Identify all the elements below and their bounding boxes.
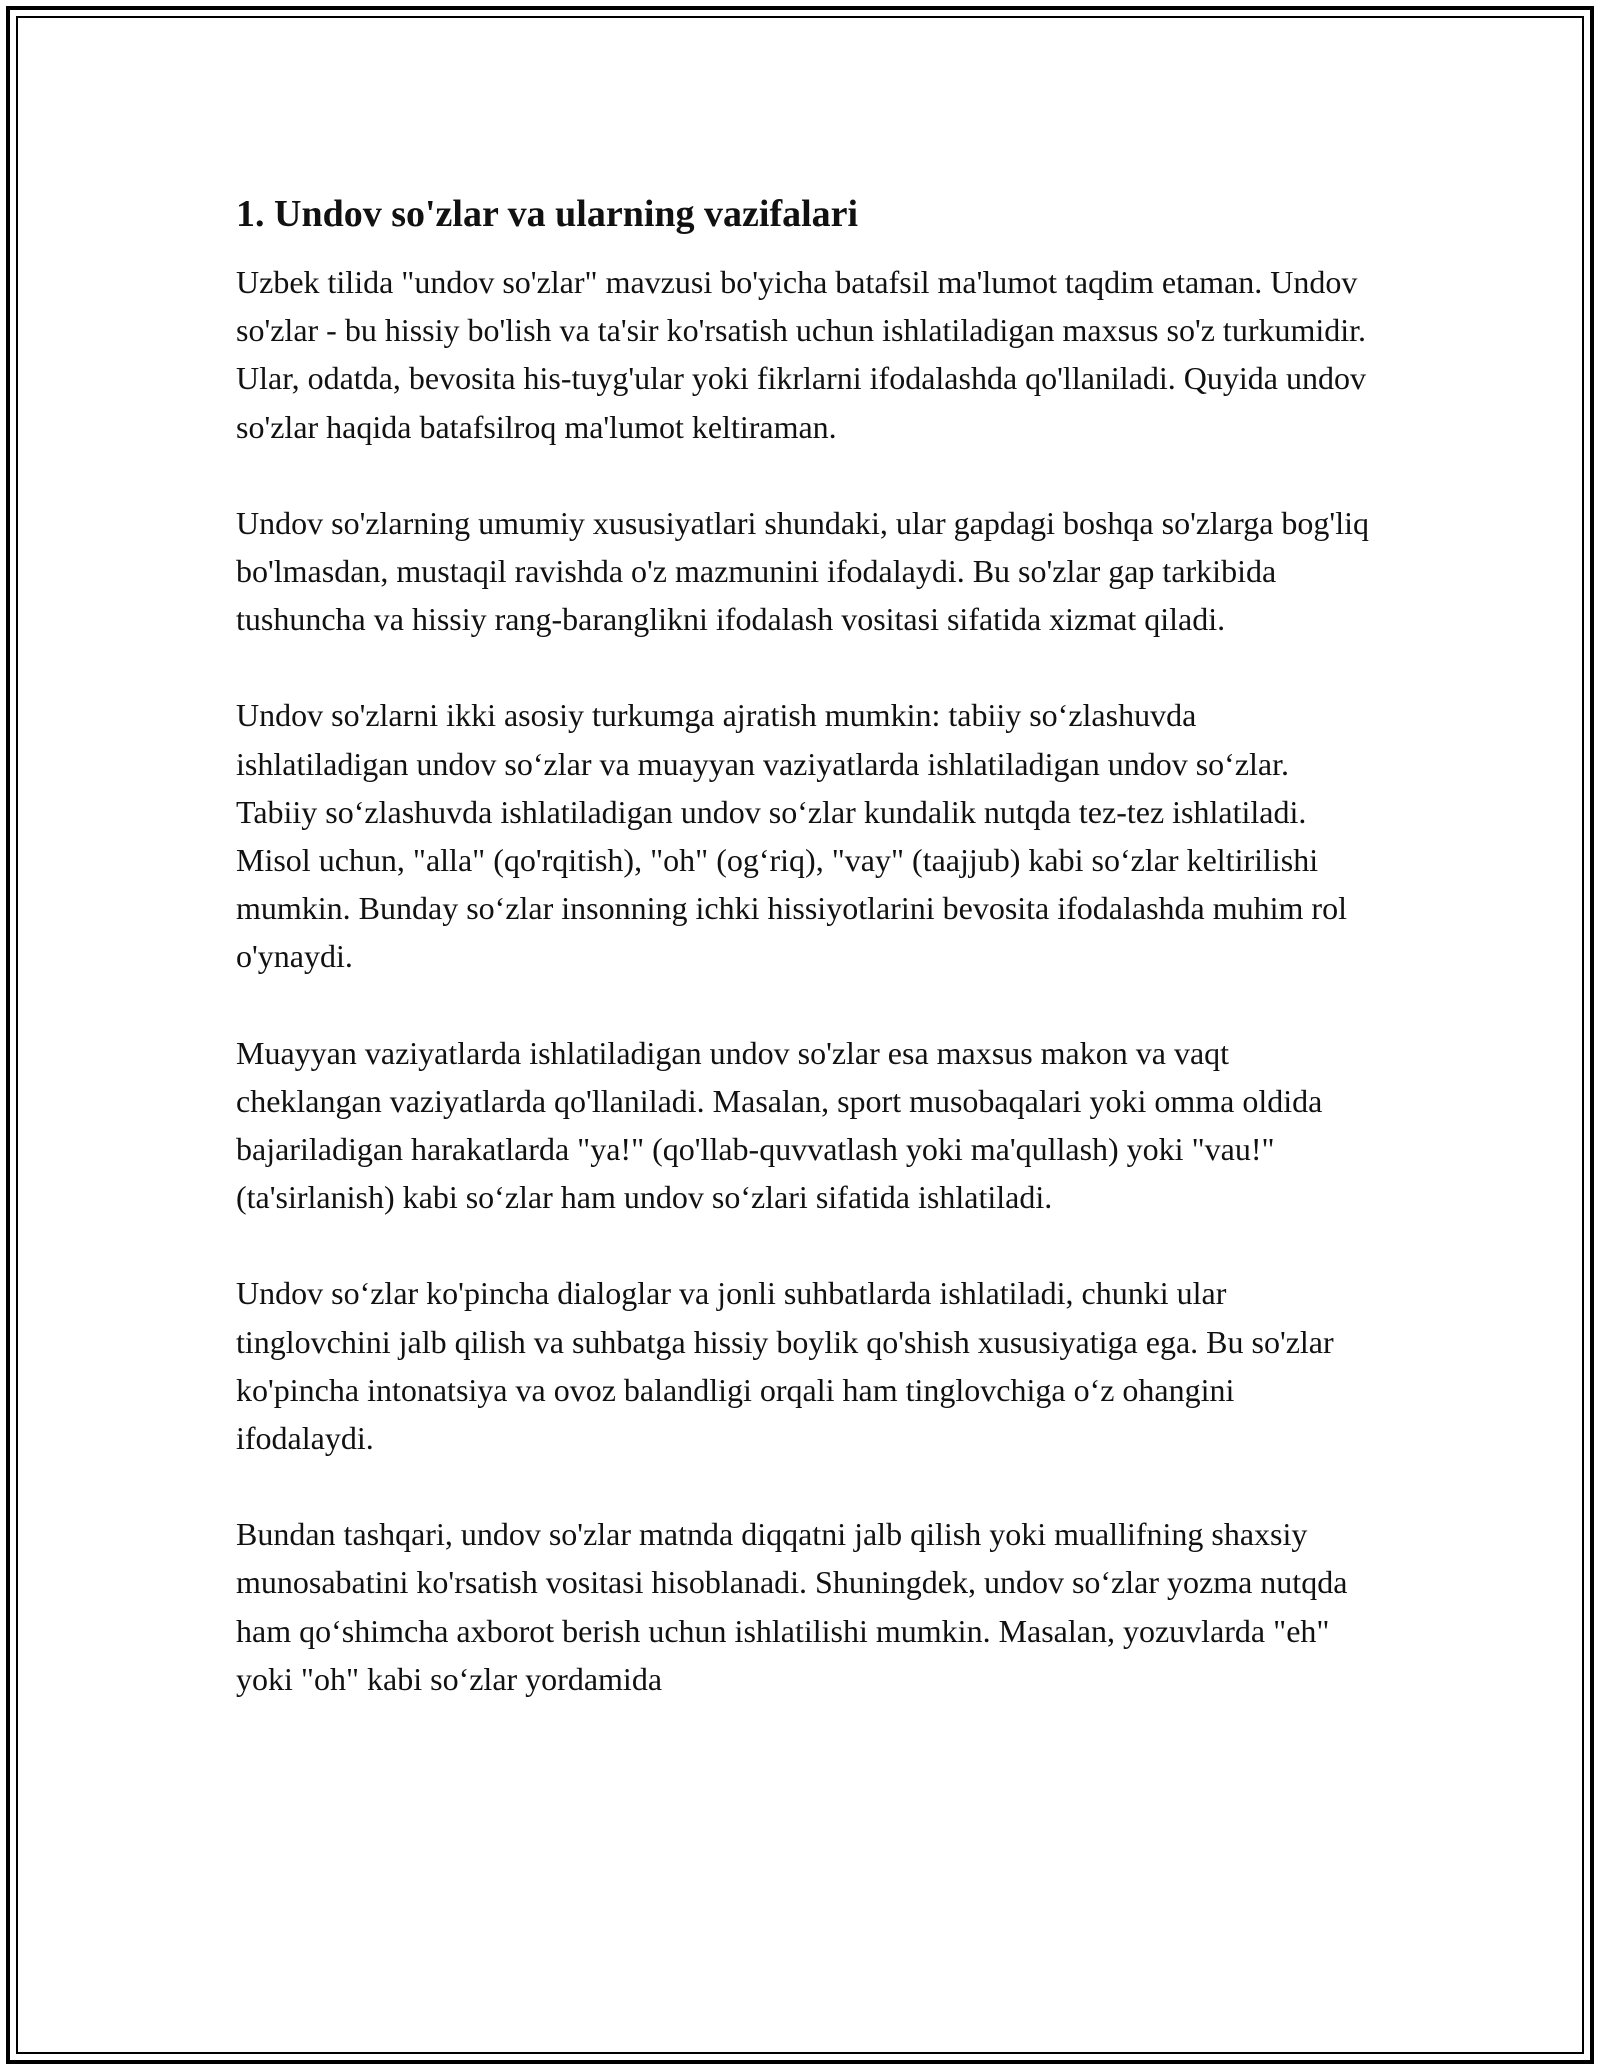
paragraph-two-categories: Undov so'zlarni ikki asosiy turkumga ajratish mumkin: tabiiy so‘zlashuvda ishlatiladigan undov so‘zlar va muayyan vaziyatlarda ishlatiladigan undov so‘zlar. Tabiiy so‘zlashuvda ishlatiladigan undov so‘zlar kundalik nutqda tez-tez ishlatiladi. Misol uchun, "alla" (qo'rqitish), "oh" (og‘riq), "vay" (taajjub) kabi so‘zlar keltirilishi mumkin. Bunday so‘zlar insonning ichki hissiyotlarini bevosita ifodalashda muhim rol o'ynaydi. xyxy=(236,697,1347,975)
section-heading: 1. Undov so'zlar va ularning vazifalari xyxy=(236,193,859,235)
paragraph-dialogues: Undov so‘zlar ko'pincha dialoglar va jonli suhbatlarda ishlatiladi, chunki ular tinglovchini jalb qilish va suhbatga hissiy boylik qo'shish xususiyatiga ega. Bu so'zlar ko'pincha intonatsiya va ovoz balandligi orqali ham tinglovchiga o‘z ohangini ifodalaydi. xyxy=(236,1275,1334,1457)
document-body xyxy=(236,188,1376,1751)
paragraph-intro: Uzbek tilida "undov so'zlar" mavzusi bo'yicha batafsil ma'lumot taqdim etaman. Undov so'zlar - bu hissiy bo'lish va ta'sir ko'rsatish uchun ishlatiladigan maxsus so'z turkumidir. Ular, odatda, bevosita his-tuyg'ular yoki fikrlarni ifodalashda qo'llaniladi. Quyida undov so'zlar haqida batafsilroq ma'lumot keltiraman. xyxy=(236,264,1367,445)
paragraph-written-text: Bundan tashqari, undov so'zlar matnda diqqatni jalb qilish yoki muallifning shaxsiy munosabatini ko'rsatish vositasi hisoblanadi. Shuningdek, undov so‘zlar yozma nutqda ham qo‘shimcha axborot berish uchun ishlatilishi mumkin. Masalan, yozuvlarda "eh" yoki "oh" kabi so‘zlar yordamida xyxy=(236,1516,1348,1697)
paragraph-general-features: Undov so'zlarning umumiy xususiyatlari shundaki, ular gapdagi boshqa so'zlarga bog'liq bo'lmasdan, mustaqil ravishda o'z mazmunini ifodalaydi. Bu so'zlar gap tarkibida tushuncha va hissiy rang-baranglikni ifodalash vositasi sifatida xizmat qiladi. xyxy=(236,504,1369,638)
paragraph-situational: Muayyan vaziyatlarda ishlatiladigan undov so'zlar esa maxsus makon va vaqt cheklangan vaziyatlarda qo'llaniladi. Masalan, sport musobaqalari yoki omma oldida bajariladigan harakatlarda "ya!" (qo'llab-quvvatlash yoki ma'qullash) yoki "vau!" (ta'sirlanish) kabi so‘zlar ham undov so‘zlari sifatida ishlatiladi. xyxy=(236,1034,1323,1216)
